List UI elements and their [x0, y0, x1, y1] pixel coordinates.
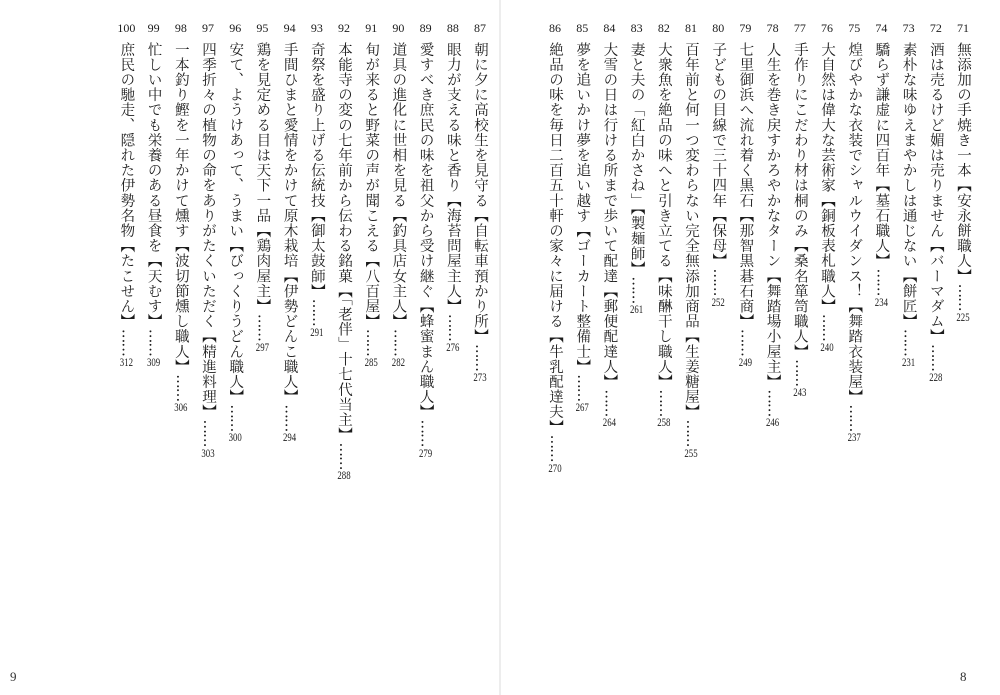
toc-entry-number: 74 [875, 21, 888, 35]
toc-entry-title: 大雪の日は行ける所まで歩いて配達【郵便配達人】 [601, 42, 618, 390]
toc-entry[interactable] [567, 20, 597, 490]
toc-entry[interactable] [622, 20, 652, 490]
toc-entry-text [543, 42, 567, 474]
toc-entry[interactable] [411, 20, 441, 490]
toc-entry-number: 88 [446, 21, 459, 35]
toc-entry[interactable] [139, 20, 169, 490]
toc-entry-number: 78 [766, 21, 779, 35]
leader-dots: …… [145, 328, 162, 356]
toc-entry-number: 84 [603, 21, 616, 35]
toc-entry-page: 267 [575, 401, 589, 414]
toc-entry-page: 294 [283, 431, 297, 444]
leader-dots: …… [574, 374, 591, 402]
toc-entry-number: 97 [202, 21, 214, 35]
toc-entry-text [468, 42, 492, 383]
leader-dots: …… [227, 404, 244, 432]
toc-entry-number: 72 [929, 21, 942, 35]
leader-dots: …… [710, 268, 727, 296]
toc-entry[interactable] [812, 20, 842, 490]
toc-entry-number: 85 [576, 21, 589, 35]
toc-entry-text [815, 42, 839, 353]
toc-entry-text [924, 42, 948, 383]
leader-dots: …… [628, 276, 645, 304]
toc-entry-number: 99 [147, 21, 160, 35]
toc-entry[interactable] [193, 20, 223, 490]
toc-entry-text [951, 42, 975, 323]
toc-entry-text [386, 42, 410, 368]
toc-entry-text [332, 42, 356, 481]
toc-entry[interactable] [302, 20, 332, 490]
toc-entry-page: 285 [364, 355, 378, 368]
toc-entry-title: 人生を巻き戻すかろやかなターン【舞踏場小屋主】 [764, 42, 781, 390]
left-page-number: 9 [10, 669, 17, 684]
toc-entry-title: 酒は売るけど媚は売りません【バーマダム】 [927, 42, 944, 344]
toc-entry-title: 大自然は偉大な芸術家【銅板表札職人】 [819, 42, 835, 314]
leader-dots: …… [254, 313, 271, 341]
toc-entry-text [278, 42, 302, 443]
toc-entry[interactable] [948, 20, 978, 490]
toc-entry-text [250, 42, 274, 353]
toc-entry[interactable] [594, 20, 624, 490]
toc-entry[interactable] [703, 20, 733, 490]
toc-entry-page: 240 [820, 340, 834, 353]
toc-entry-number: 100 [117, 21, 136, 35]
toc-entry-page: 297 [255, 340, 269, 353]
toc-entry-text [414, 42, 438, 459]
toc-entry-number: 95 [256, 21, 269, 35]
toc-entry[interactable] [839, 20, 869, 490]
right-page [500, 0, 1000, 695]
toc-entry[interactable] [866, 20, 896, 490]
toc-entry-title: 百年前と何一つ変わらない完全無添加商品【生姜糖屋】 [683, 42, 699, 420]
toc-entry-title: 妻と夫の「紅白かさね」【製麺師】 [628, 42, 645, 277]
toc-entry[interactable] [649, 20, 679, 490]
toc-entry-title: 忙しい中でも栄養のある昼食を【天むす】 [145, 42, 162, 329]
toc-entry-page: 237 [847, 431, 861, 444]
toc-entry-number: 77 [793, 21, 806, 35]
toc-entry-title: 素朴な味ゆえまやかしは通じない【餅匠】 [900, 42, 917, 329]
toc-entry-text [625, 42, 649, 315]
toc-entry-page: 276 [446, 340, 460, 353]
toc-entry-number: 92 [338, 21, 350, 35]
toc-entry-title: 道具の進化に世相を見る【釣具店女主人】 [390, 42, 407, 329]
toc-entry-number: 90 [392, 21, 405, 35]
toc-entry-page: 255 [684, 446, 698, 459]
toc-entry-text [114, 42, 138, 368]
toc-entry[interactable] [329, 20, 359, 490]
leader-dots: …… [417, 419, 434, 447]
toc-entry-title: 庶民の馳走、隠れた伊勢名物【たこせん】 [118, 42, 135, 329]
toc-entry-text [570, 42, 594, 413]
toc-entry[interactable] [220, 20, 250, 490]
toc-entry-page: 249 [738, 355, 752, 368]
leader-dots: …… [764, 389, 781, 417]
toc-entry-page: 261 [630, 303, 644, 316]
toc-entry-text [142, 42, 166, 368]
toc-entry-text [169, 42, 193, 413]
toc-entry[interactable] [356, 20, 386, 490]
toc-entry-page: 228 [929, 371, 943, 383]
leader-dots: …… [655, 389, 672, 417]
toc-entry-page: 279 [419, 446, 433, 459]
toc-entry-page: 252 [711, 295, 725, 308]
toc-entry-title: 朝に夕に高校生を見守る【自転車預かり所】 [472, 42, 488, 344]
toc-entry-title: 七里御浜へ流れ着く黒石【那智黒碁石商】 [737, 42, 754, 329]
toc-entry[interactable] [438, 20, 468, 490]
toc-entry-page: 258 [657, 416, 671, 429]
leader-dots: …… [737, 328, 754, 356]
toc-entry-page: 231 [902, 355, 916, 368]
leader-dots: …… [472, 344, 488, 371]
left-toc-columns [70, 20, 500, 490]
leader-dots: …… [927, 344, 944, 371]
toc-entry-title: 安て、ようけあって、うまい【びっくりうどん職人】 [227, 42, 244, 405]
toc-entry-text [652, 42, 676, 428]
toc-entry-text [706, 42, 730, 308]
toc-entry[interactable] [894, 20, 924, 490]
leader-dots: …… [547, 434, 563, 462]
toc-entry-page: 243 [793, 386, 807, 399]
toc-entry-page: 234 [874, 295, 888, 308]
toc-entry[interactable] [758, 20, 788, 490]
leader-dots: …… [281, 404, 298, 432]
leader-dots: …… [846, 404, 863, 432]
toc-entry-title: 無添加の手焼き一本【安永餅職人】 [955, 42, 971, 284]
toc-entry-number: 79 [739, 21, 752, 35]
toc-entry-text [597, 42, 621, 428]
toc-entry-number: 86 [549, 21, 561, 35]
toc-entry[interactable] [111, 20, 141, 490]
toc-entry-number: 71 [957, 21, 969, 35]
toc-entry-number: 89 [419, 21, 432, 35]
toc-entry[interactable] [540, 20, 570, 490]
toc-entry-page: 264 [602, 416, 616, 429]
toc-entry-title: 子どもの目線で三十四年【保母】 [710, 42, 727, 269]
toc-entry-page: 273 [473, 371, 487, 383]
toc-entry-text [788, 42, 812, 398]
toc-entry-title: 旬が来ると野菜の声が聞こえる【八百屋】 [363, 42, 380, 329]
toc-entry-title: 驕らず謙虚に四百年【墓石職人】 [873, 42, 890, 269]
toc-entry-page: 300 [228, 431, 242, 444]
toc-entry[interactable] [730, 20, 760, 490]
toc-entry-page: 309 [147, 355, 161, 368]
toc-entry-title: 奇祭を盛り上げる伝統技【御太鼓師】 [308, 42, 325, 299]
toc-entry-text [359, 42, 383, 368]
toc-entry[interactable] [275, 20, 305, 490]
toc-entry-text [842, 42, 866, 443]
toc-entry-number: 98 [174, 21, 187, 35]
leader-dots: …… [363, 328, 380, 356]
toc-entry[interactable] [785, 20, 815, 490]
leader-dots: …… [873, 268, 890, 296]
toc-entry-number: 73 [902, 21, 915, 35]
toc-entry-number: 76 [821, 21, 833, 35]
toc-entry-page: 288 [337, 469, 351, 482]
toc-entry-text [761, 42, 785, 428]
leader-dots: …… [791, 359, 808, 387]
toc-entry-number: 82 [657, 21, 670, 35]
leader-dots: …… [683, 419, 699, 447]
toc-entry-page: 270 [548, 461, 562, 474]
toc-entry-title: 大衆魚を絶品の味へと引き立てる【味醂干し職人】 [655, 42, 672, 390]
toc-entry-number: 83 [630, 21, 643, 35]
leader-dots: …… [200, 419, 216, 447]
toc-entry-text [679, 42, 703, 459]
toc-entry-title: 愛すべき庶民の味を祖父から受け継ぐ【蜂蜜まん職人】 [417, 42, 434, 420]
toc-entry-number: 81 [685, 21, 697, 35]
toc-entry[interactable] [921, 20, 951, 490]
toc-entry-page: 282 [391, 355, 405, 368]
toc-entry-page: 303 [201, 446, 215, 459]
toc-entry-title: 手作りにこだわり材は桐のみ【桑名箪笥職人】 [791, 42, 808, 360]
leader-dots: …… [444, 313, 461, 341]
toc-entry-text [869, 42, 893, 308]
toc-entry-number: 75 [848, 21, 861, 35]
toc-entry-title: 本能寺の変の七年前から伝わる銘菓【「老伴」十七代当主】 [336, 42, 352, 443]
toc-entry-title: 夢を追いかけ夢を追い越す【ゴーカート整備士】 [574, 42, 591, 375]
toc-entry-text [196, 42, 220, 459]
toc-entry[interactable] [247, 20, 277, 490]
leader-dots: …… [336, 442, 352, 470]
toc-entry-number: 94 [283, 21, 296, 35]
toc-entry-text [305, 42, 329, 338]
toc-entry[interactable] [676, 20, 706, 490]
toc-entry-page: 312 [119, 355, 133, 368]
toc-entry-title: 眼力が支える味と香り【海苔問屋主人】 [444, 42, 461, 314]
toc-entry-title: 絶品の味を毎日二百五十軒の家々に届ける【牛乳配達夫】 [547, 42, 563, 435]
leader-dots: …… [172, 374, 189, 402]
toc-entry[interactable] [383, 20, 413, 490]
toc-entry-page: 225 [956, 310, 970, 323]
toc-entry[interactable] [166, 20, 196, 490]
toc-entry-number: 96 [229, 21, 242, 35]
leader-dots: …… [601, 389, 618, 417]
toc-entry-number: 87 [474, 21, 486, 35]
toc-entry-text [733, 42, 757, 368]
leader-dots: …… [900, 328, 917, 356]
toc-entry[interactable] [465, 20, 495, 490]
leader-dots: …… [390, 328, 407, 356]
toc-entry-title: 四季折々の植物の命をありがたくいただく【精進料理】 [200, 42, 216, 420]
right-toc-columns [520, 20, 1000, 490]
toc-entry-text [897, 42, 921, 368]
toc-entry-title: 一本釣り鰹を一年かけて燻す【波切節燻し職人】 [172, 42, 189, 375]
toc-entry-number: 91 [365, 21, 378, 35]
leader-dots: …… [819, 313, 835, 341]
toc-entry-text [441, 42, 465, 353]
toc-entry-page: 246 [766, 416, 780, 429]
toc-entry-number: 93 [310, 21, 323, 35]
leader-dots: …… [955, 283, 971, 311]
toc-entry-page: 306 [174, 401, 188, 414]
leader-dots: …… [118, 328, 135, 356]
leader-dots: …… [308, 298, 325, 326]
toc-entry-title: 手間ひまと愛情をかけて原木栽培【伊勢どんこ職人】 [281, 42, 298, 405]
toc-entry-text [223, 42, 247, 443]
toc-entry-title: 鶏を見定める目は天下一品【鶏肉屋主】 [254, 42, 271, 314]
toc-entry-number: 80 [712, 21, 725, 35]
right-page-number: 8 [960, 669, 967, 684]
toc-entry-title: 煌びやかな衣装でシャルウイダンス！【舞踏衣装屋】 [846, 42, 863, 405]
toc-entry-page: 291 [310, 325, 324, 338]
